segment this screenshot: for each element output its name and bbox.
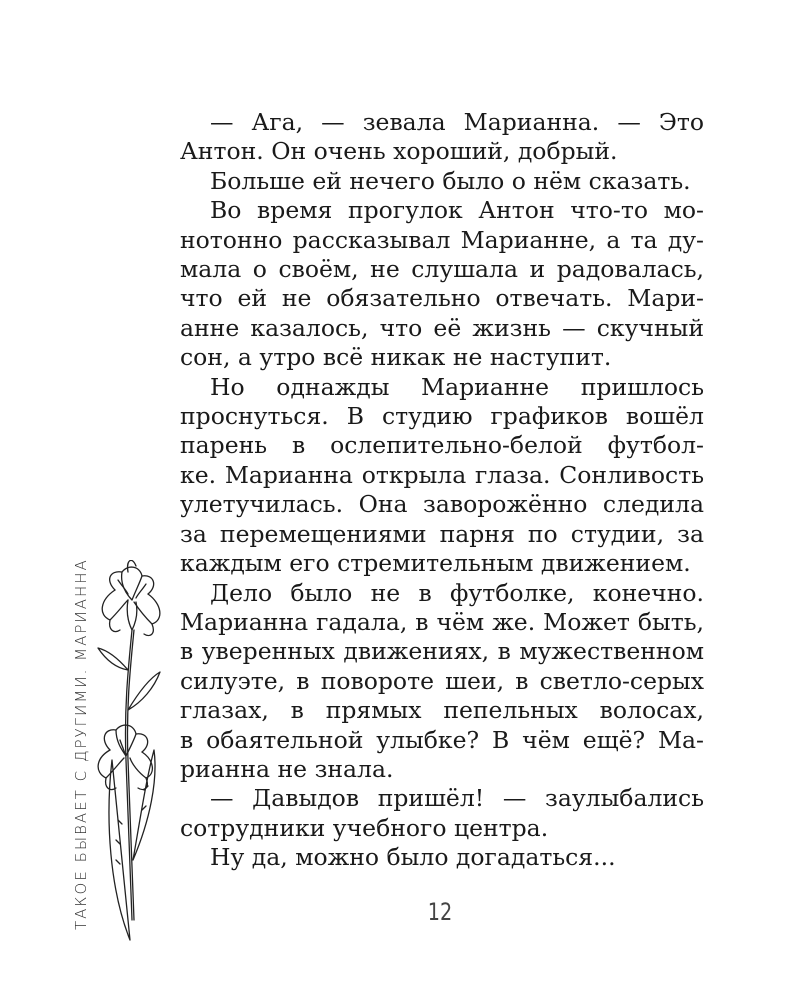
text-line: рианна не знала.	[180, 754, 394, 783]
text-line: Марианна гадала, в чём же. Может быть,	[180, 607, 704, 636]
text-line: сон, а утро всё никак не наступит.	[180, 343, 612, 372]
text-line: Больше ей нечего было о нём сказать.	[210, 166, 691, 195]
text-line: Но однажды Марианне пришлось	[210, 372, 704, 401]
text-line: улетучилась. Она заворожённо следила	[180, 490, 704, 519]
text-line: в обаятельной улыбке? В чём ещё? Ма-	[180, 725, 704, 754]
text-line: проснуться. В студию графиков вошёл	[180, 402, 704, 431]
text-line: ке. Марианна открыла глаза. Сонливость	[180, 460, 704, 489]
body-text	[180, 108, 704, 873]
text-line: — Давыдов пришёл! — заулыбались	[210, 784, 704, 813]
text-line: Ну да, можно было догадаться...	[210, 843, 616, 872]
sidebar-book-title: ТАКОЕ БЫВАЕТ С ДРУГИМИ. МАРИАННА	[72, 558, 90, 930]
text-line: что ей не обязательно отвечать. Мари-	[180, 284, 704, 313]
text-line: Антон. Он очень хороший, добрый.	[180, 137, 618, 166]
text-line: Дело было не в футболке, конечно.	[210, 578, 704, 607]
text-line: в уверенных движениях, в мужественном	[180, 637, 704, 666]
text-line: за перемещениями парня по студии, за	[180, 519, 704, 548]
text-line: силуэте, в повороте шеи, в светло-серых	[180, 666, 704, 695]
text-line: — Ага, — зевала Марианна. — Это	[210, 108, 704, 136]
page-number: 12	[427, 898, 453, 926]
text-line: Во время прогулок Антон что-то мо-	[210, 196, 704, 225]
text-line: анне казалось, что её жизнь — скучный	[180, 313, 704, 342]
text-line: нотонно рассказывал Марианне, а та ду-	[180, 225, 704, 254]
text-line: глазах, в прямых пепельных волосах,	[180, 696, 704, 725]
text-line: парень в ослепительно-белой футбол-	[180, 431, 704, 460]
text-line: мала о своём, не слушала и радовалась,	[180, 255, 704, 284]
text-line: каждым его стремительным движением.	[180, 549, 691, 578]
text-line: сотрудники учебного центра.	[180, 813, 549, 842]
